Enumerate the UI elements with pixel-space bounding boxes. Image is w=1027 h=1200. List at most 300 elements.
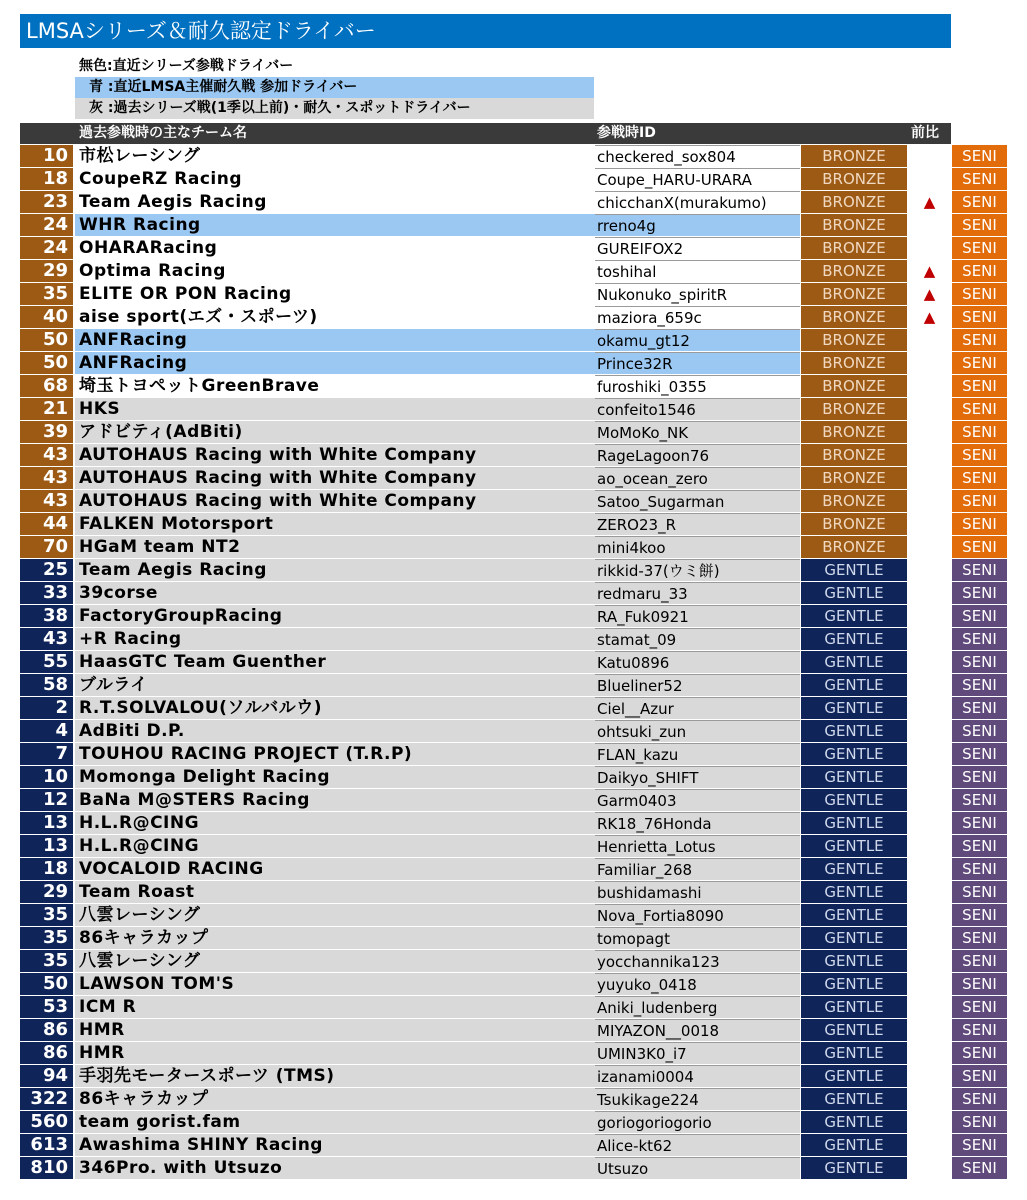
car-number: 810 bbox=[20, 1157, 73, 1179]
car-number: 7 bbox=[20, 743, 73, 765]
team-name: HMR bbox=[75, 1019, 595, 1041]
table-row bbox=[0, 1134, 1027, 1157]
table-row bbox=[0, 1157, 1027, 1180]
team-name: Team Aegis Racing bbox=[75, 191, 595, 213]
class-badge: BRONZE bbox=[801, 421, 907, 443]
table-row bbox=[0, 582, 1027, 605]
table-row bbox=[0, 467, 1027, 490]
car-number: 4 bbox=[20, 720, 73, 742]
table-row bbox=[0, 145, 1027, 168]
car-number: 33 bbox=[20, 582, 73, 604]
category-badge: SENI bbox=[952, 168, 1007, 190]
driver-id: yocchannika123 bbox=[595, 950, 800, 972]
driver-id: MoMoKo_NK bbox=[595, 421, 800, 443]
driver-id: Blueliner52 bbox=[595, 674, 800, 696]
table-row bbox=[0, 1019, 1027, 1042]
team-name: Momonga Delight Racing bbox=[75, 766, 595, 788]
team-name: BaNa M@STERS Racing bbox=[75, 789, 595, 811]
category-badge: SENI bbox=[952, 191, 1007, 213]
category-badge: SENI bbox=[952, 375, 1007, 397]
driver-id: MIYAZON__0018 bbox=[595, 1019, 800, 1041]
category-badge: SENI bbox=[952, 1088, 1007, 1110]
table-row bbox=[0, 973, 1027, 996]
prev-compare-icon bbox=[908, 605, 951, 627]
table-row bbox=[0, 260, 1027, 283]
team-name: 八雲レーシング bbox=[75, 904, 595, 926]
category-badge: SENI bbox=[952, 467, 1007, 489]
car-number: 35 bbox=[20, 950, 73, 972]
table-row bbox=[0, 789, 1027, 812]
table-row bbox=[0, 513, 1027, 536]
category-badge: SENI bbox=[952, 421, 1007, 443]
prev-compare-icon bbox=[908, 835, 951, 857]
team-name: H.L.R@CING bbox=[75, 835, 595, 857]
table-row bbox=[0, 306, 1027, 329]
category-badge: SENI bbox=[952, 237, 1007, 259]
team-name: 市松レーシング bbox=[75, 145, 595, 167]
car-number: 35 bbox=[20, 904, 73, 926]
car-number: 35 bbox=[20, 283, 73, 305]
team-name: aise sport(エズ・スポーツ) bbox=[75, 306, 595, 328]
car-number: 24 bbox=[20, 237, 73, 259]
category-badge: SENI bbox=[952, 812, 1007, 834]
category-badge: SENI bbox=[952, 881, 1007, 903]
driver-id: rreno4g bbox=[595, 214, 800, 236]
prev-compare-icon bbox=[908, 1111, 951, 1133]
car-number: 44 bbox=[20, 513, 73, 535]
page-title: LMSAシリーズ＆耐久認定ドライバー bbox=[20, 14, 951, 48]
car-number: 18 bbox=[20, 858, 73, 880]
class-badge: GENTLE bbox=[801, 743, 907, 765]
driver-id: izanami0004 bbox=[595, 1065, 800, 1087]
class-badge: BRONZE bbox=[801, 375, 907, 397]
category-badge: SENI bbox=[952, 720, 1007, 742]
prev-compare-icon bbox=[908, 214, 951, 236]
class-badge: BRONZE bbox=[801, 467, 907, 489]
driver-id: ohtsuki_zun bbox=[595, 720, 800, 742]
class-badge: GENTLE bbox=[801, 1065, 907, 1087]
driver-id: chicchanX(murakumo) bbox=[595, 191, 800, 213]
driver-id: rikkid-37(ウミ餅) bbox=[595, 559, 800, 581]
car-number: 58 bbox=[20, 674, 73, 696]
class-badge: BRONZE bbox=[801, 283, 907, 305]
class-badge: GENTLE bbox=[801, 881, 907, 903]
table-header bbox=[20, 123, 951, 144]
table-row bbox=[0, 628, 1027, 651]
class-badge: GENTLE bbox=[801, 812, 907, 834]
class-badge: GENTLE bbox=[801, 674, 907, 696]
table-row bbox=[0, 674, 1027, 697]
team-name: HKS bbox=[75, 398, 595, 420]
category-badge: SENI bbox=[952, 145, 1007, 167]
car-number: 53 bbox=[20, 996, 73, 1018]
driver-id: Tsukikage224 bbox=[595, 1088, 800, 1110]
team-name: AUTOHAUS Racing with White Company bbox=[75, 467, 595, 489]
driver-id: GUREIFOX2 bbox=[595, 237, 800, 259]
prev-compare-icon bbox=[908, 352, 951, 374]
prev-compare-icon bbox=[908, 467, 951, 489]
category-badge: SENI bbox=[952, 536, 1007, 558]
prev-compare-icon: ▲ bbox=[908, 306, 951, 328]
class-badge: BRONZE bbox=[801, 237, 907, 259]
table-row bbox=[0, 1088, 1027, 1111]
car-number: 13 bbox=[20, 835, 73, 857]
driver-id: Nukonuko_spiritR bbox=[595, 283, 800, 305]
category-badge: SENI bbox=[952, 743, 1007, 765]
category-badge: SENI bbox=[952, 1019, 1007, 1041]
car-number: 29 bbox=[20, 260, 73, 282]
category-badge: SENI bbox=[952, 789, 1007, 811]
prev-compare-icon bbox=[908, 1157, 951, 1179]
prev-compare-icon bbox=[908, 996, 951, 1018]
prev-compare-icon bbox=[908, 237, 951, 259]
car-number: 86 bbox=[20, 1019, 73, 1041]
class-badge: GENTLE bbox=[801, 1042, 907, 1064]
category-badge: SENI bbox=[952, 283, 1007, 305]
team-name: 346Pro. with Utsuzo bbox=[75, 1157, 595, 1179]
driver-id: okamu_gt12 bbox=[595, 329, 800, 351]
category-badge: SENI bbox=[952, 352, 1007, 374]
driver-id: redmaru_33 bbox=[595, 582, 800, 604]
category-badge: SENI bbox=[952, 996, 1007, 1018]
team-name: ANFRacing bbox=[75, 329, 595, 351]
car-number: 50 bbox=[20, 329, 73, 351]
prev-compare-icon bbox=[908, 881, 951, 903]
driver-id: stamat_09 bbox=[595, 628, 800, 650]
prev-compare-icon bbox=[908, 812, 951, 834]
table-row bbox=[0, 1111, 1027, 1134]
table-row bbox=[0, 398, 1027, 421]
team-name: 手羽先モータースポーツ (TMS) bbox=[75, 1065, 595, 1087]
class-badge: GENTLE bbox=[801, 1134, 907, 1156]
driver-id: furoshiki_0355 bbox=[595, 375, 800, 397]
team-name: +R Racing bbox=[75, 628, 595, 650]
team-name: VOCALOID RACING bbox=[75, 858, 595, 880]
class-badge: BRONZE bbox=[801, 214, 907, 236]
prev-compare-icon bbox=[908, 145, 951, 167]
car-number: 18 bbox=[20, 168, 73, 190]
table-row bbox=[0, 605, 1027, 628]
driver-id: Aniki_ludenberg bbox=[595, 996, 800, 1018]
driver-id: Satoo_Sugarman bbox=[595, 490, 800, 512]
driver-id: Katu0896 bbox=[595, 651, 800, 673]
class-badge: GENTLE bbox=[801, 697, 907, 719]
prev-compare-icon bbox=[908, 444, 951, 466]
driver-id: RA_Fuk0921 bbox=[595, 605, 800, 627]
prev-compare-icon bbox=[908, 513, 951, 535]
team-name: 埼玉トヨペットGreenBrave bbox=[75, 375, 595, 397]
driver-id: mini4koo bbox=[595, 536, 800, 558]
prev-compare-icon: ▲ bbox=[908, 283, 951, 305]
table-row bbox=[0, 329, 1027, 352]
header-team: 過去参戦時の主なチーム名 bbox=[79, 125, 247, 141]
class-badge: BRONZE bbox=[801, 490, 907, 512]
category-badge: SENI bbox=[952, 674, 1007, 696]
prev-compare-icon bbox=[908, 743, 951, 765]
table-row bbox=[0, 168, 1027, 191]
category-badge: SENI bbox=[952, 651, 1007, 673]
team-name: アドビティ(AdBiti) bbox=[75, 421, 595, 443]
prev-compare-icon: ▲ bbox=[908, 191, 951, 213]
car-number: 560 bbox=[20, 1111, 73, 1133]
table-row bbox=[0, 1042, 1027, 1065]
driver-id: Nova_Fortia8090 bbox=[595, 904, 800, 926]
car-number: 25 bbox=[20, 559, 73, 581]
team-name: OHARARacing bbox=[75, 237, 595, 259]
prev-compare-icon bbox=[908, 858, 951, 880]
prev-compare-icon bbox=[908, 789, 951, 811]
category-badge: SENI bbox=[952, 766, 1007, 788]
category-badge: SENI bbox=[952, 697, 1007, 719]
car-number: 21 bbox=[20, 398, 73, 420]
car-number: 43 bbox=[20, 444, 73, 466]
table-row bbox=[0, 858, 1027, 881]
prev-compare-icon bbox=[908, 421, 951, 443]
category-badge: SENI bbox=[952, 582, 1007, 604]
prev-compare-icon bbox=[908, 1134, 951, 1156]
table-row bbox=[0, 1065, 1027, 1088]
driver-id: maziora_659c bbox=[595, 306, 800, 328]
team-name: TOUHOU RACING PROJECT (T.R.P) bbox=[75, 743, 595, 765]
car-number: 43 bbox=[20, 467, 73, 489]
team-name: AUTOHAUS Racing with White Company bbox=[75, 490, 595, 512]
team-name: LAWSON TOM'S bbox=[75, 973, 595, 995]
car-number: 38 bbox=[20, 605, 73, 627]
team-name: Team Roast bbox=[75, 881, 595, 903]
class-badge: GENTLE bbox=[801, 720, 907, 742]
table-row bbox=[0, 812, 1027, 835]
class-badge: GENTLE bbox=[801, 766, 907, 788]
category-badge: SENI bbox=[952, 260, 1007, 282]
car-number: 613 bbox=[20, 1134, 73, 1156]
driver-id: Daikyo_SHIFT bbox=[595, 766, 800, 788]
driver-id: Utsuzo bbox=[595, 1157, 800, 1179]
class-badge: GENTLE bbox=[801, 973, 907, 995]
prev-compare-icon bbox=[908, 720, 951, 742]
team-name: CoupeRZ Racing bbox=[75, 168, 595, 190]
class-badge: BRONZE bbox=[801, 398, 907, 420]
driver-id: Garm0403 bbox=[595, 789, 800, 811]
car-number: 12 bbox=[20, 789, 73, 811]
class-badge: GENTLE bbox=[801, 1088, 907, 1110]
table-row bbox=[0, 559, 1027, 582]
car-number: 35 bbox=[20, 927, 73, 949]
class-badge: GENTLE bbox=[801, 927, 907, 949]
table-row bbox=[0, 881, 1027, 904]
car-number: 43 bbox=[20, 490, 73, 512]
car-number: 68 bbox=[20, 375, 73, 397]
category-badge: SENI bbox=[952, 1042, 1007, 1064]
class-badge: GENTLE bbox=[801, 1111, 907, 1133]
team-name: 86キャラカップ bbox=[75, 927, 595, 949]
prev-compare-icon bbox=[908, 904, 951, 926]
table-row bbox=[0, 191, 1027, 214]
legend-gray: 灰 :過去シリーズ戦(1季以上前)・耐久・スポットドライバー bbox=[75, 98, 594, 119]
team-name: team gorist.fam bbox=[75, 1111, 595, 1133]
prev-compare-icon bbox=[908, 329, 951, 351]
car-number: 322 bbox=[20, 1088, 73, 1110]
category-badge: SENI bbox=[952, 444, 1007, 466]
header-id: 参戦時ID bbox=[597, 125, 656, 141]
team-name: H.L.R@CING bbox=[75, 812, 595, 834]
class-badge: BRONZE bbox=[801, 329, 907, 351]
category-badge: SENI bbox=[952, 306, 1007, 328]
prev-compare-icon bbox=[908, 1088, 951, 1110]
category-badge: SENI bbox=[952, 398, 1007, 420]
class-badge: GENTLE bbox=[801, 605, 907, 627]
driver-id: FLAN_kazu bbox=[595, 743, 800, 765]
driver-id: goriogoriogorio bbox=[595, 1111, 800, 1133]
team-name: ブルライ bbox=[75, 674, 595, 696]
table-row bbox=[0, 490, 1027, 513]
legend-no-color: 無色:直近シリーズ参戦ドライバー bbox=[75, 56, 594, 77]
class-badge: BRONZE bbox=[801, 145, 907, 167]
category-badge: SENI bbox=[952, 904, 1007, 926]
table-row bbox=[0, 444, 1027, 467]
class-badge: BRONZE bbox=[801, 444, 907, 466]
driver-id: yuyuko_0418 bbox=[595, 973, 800, 995]
category-badge: SENI bbox=[952, 490, 1007, 512]
team-name: FALKEN Motorsport bbox=[75, 513, 595, 535]
prev-compare-icon bbox=[908, 375, 951, 397]
table-row bbox=[0, 352, 1027, 375]
category-badge: SENI bbox=[952, 513, 1007, 535]
category-badge: SENI bbox=[952, 605, 1007, 627]
category-badge: SENI bbox=[952, 628, 1007, 650]
class-badge: GENTLE bbox=[801, 1157, 907, 1179]
team-name: HMR bbox=[75, 1042, 595, 1064]
header-prev: 前比 bbox=[911, 125, 939, 141]
prev-compare-icon bbox=[908, 697, 951, 719]
car-number: 10 bbox=[20, 145, 73, 167]
team-name: FactoryGroupRacing bbox=[75, 605, 595, 627]
prev-compare-icon bbox=[908, 628, 951, 650]
car-number: 23 bbox=[20, 191, 73, 213]
table-row bbox=[0, 950, 1027, 973]
class-badge: GENTLE bbox=[801, 628, 907, 650]
category-badge: SENI bbox=[952, 1134, 1007, 1156]
team-name: AUTOHAUS Racing with White Company bbox=[75, 444, 595, 466]
team-name: Optima Racing bbox=[75, 260, 595, 282]
category-badge: SENI bbox=[952, 329, 1007, 351]
table-row bbox=[0, 720, 1027, 743]
prev-compare-icon bbox=[908, 973, 951, 995]
car-number: 29 bbox=[20, 881, 73, 903]
table-row bbox=[0, 766, 1027, 789]
prev-compare-icon bbox=[908, 674, 951, 696]
car-number: 43 bbox=[20, 628, 73, 650]
table-row bbox=[0, 996, 1027, 1019]
team-name: ICM R bbox=[75, 996, 595, 1018]
table-row bbox=[0, 743, 1027, 766]
driver-id: Ciel__Azur bbox=[595, 697, 800, 719]
legend-blue: 青 :直近LMSA主催耐久戦 参加ドライバー bbox=[75, 77, 594, 98]
team-name: R.T.SOLVALOU(ソルバルウ) bbox=[75, 697, 595, 719]
table-row bbox=[0, 835, 1027, 858]
team-name: WHR Racing bbox=[75, 214, 595, 236]
driver-id: checkered_sox804 bbox=[595, 145, 800, 167]
car-number: 70 bbox=[20, 536, 73, 558]
driver-id: RageLagoon76 bbox=[595, 444, 800, 466]
team-name: ELITE OR PON Racing bbox=[75, 283, 595, 305]
driver-id: ao_ocean_zero bbox=[595, 467, 800, 489]
class-badge: BRONZE bbox=[801, 352, 907, 374]
table-row bbox=[0, 536, 1027, 559]
team-name: HGaM team NT2 bbox=[75, 536, 595, 558]
class-badge: GENTLE bbox=[801, 1019, 907, 1041]
category-badge: SENI bbox=[952, 835, 1007, 857]
prev-compare-icon: ▲ bbox=[908, 260, 951, 282]
class-badge: GENTLE bbox=[801, 996, 907, 1018]
class-badge: BRONZE bbox=[801, 260, 907, 282]
team-name: AdBiti D.P. bbox=[75, 720, 595, 742]
class-badge: BRONZE bbox=[801, 306, 907, 328]
class-badge: GENTLE bbox=[801, 789, 907, 811]
driver-id: ZERO23_R bbox=[595, 513, 800, 535]
prev-compare-icon bbox=[908, 398, 951, 420]
prev-compare-icon bbox=[908, 490, 951, 512]
driver-id: Prince32R bbox=[595, 352, 800, 374]
driver-id: confeito1546 bbox=[595, 398, 800, 420]
car-number: 13 bbox=[20, 812, 73, 834]
class-badge: GENTLE bbox=[801, 858, 907, 880]
driver-id: Familiar_268 bbox=[595, 858, 800, 880]
category-badge: SENI bbox=[952, 927, 1007, 949]
class-badge: GENTLE bbox=[801, 835, 907, 857]
team-name: HaasGTC Team Guenther bbox=[75, 651, 595, 673]
prev-compare-icon bbox=[908, 766, 951, 788]
table-row bbox=[0, 651, 1027, 674]
category-badge: SENI bbox=[952, 1065, 1007, 1087]
category-badge: SENI bbox=[952, 214, 1007, 236]
category-badge: SENI bbox=[952, 1157, 1007, 1179]
class-badge: GENTLE bbox=[801, 904, 907, 926]
class-badge: GENTLE bbox=[801, 582, 907, 604]
category-badge: SENI bbox=[952, 1111, 1007, 1133]
prev-compare-icon bbox=[908, 1042, 951, 1064]
prev-compare-icon bbox=[908, 1019, 951, 1041]
prev-compare-icon bbox=[908, 536, 951, 558]
car-number: 55 bbox=[20, 651, 73, 673]
driver-id: tomopagt bbox=[595, 927, 800, 949]
category-badge: SENI bbox=[952, 973, 1007, 995]
car-number: 86 bbox=[20, 1042, 73, 1064]
prev-compare-icon bbox=[908, 950, 951, 972]
car-number: 50 bbox=[20, 973, 73, 995]
prev-compare-icon bbox=[908, 559, 951, 581]
class-badge: BRONZE bbox=[801, 536, 907, 558]
prev-compare-icon bbox=[908, 927, 951, 949]
driver-id: Alice-kt62 bbox=[595, 1134, 800, 1156]
team-name: Team Aegis Racing bbox=[75, 559, 595, 581]
prev-compare-icon bbox=[908, 651, 951, 673]
team-name: 86キャラカップ bbox=[75, 1088, 595, 1110]
team-name: 八雲レーシング bbox=[75, 950, 595, 972]
table-row bbox=[0, 375, 1027, 398]
car-number: 50 bbox=[20, 352, 73, 374]
table-row bbox=[0, 237, 1027, 260]
table-row bbox=[0, 283, 1027, 306]
driver-id: RK18_76Honda bbox=[595, 812, 800, 834]
class-badge: GENTLE bbox=[801, 950, 907, 972]
category-badge: SENI bbox=[952, 950, 1007, 972]
class-badge: GENTLE bbox=[801, 651, 907, 673]
car-number: 2 bbox=[20, 697, 73, 719]
car-number: 40 bbox=[20, 306, 73, 328]
driver-id: UMIN3K0_i7 bbox=[595, 1042, 800, 1064]
driver-id: bushidamashi bbox=[595, 881, 800, 903]
table-row bbox=[0, 904, 1027, 927]
